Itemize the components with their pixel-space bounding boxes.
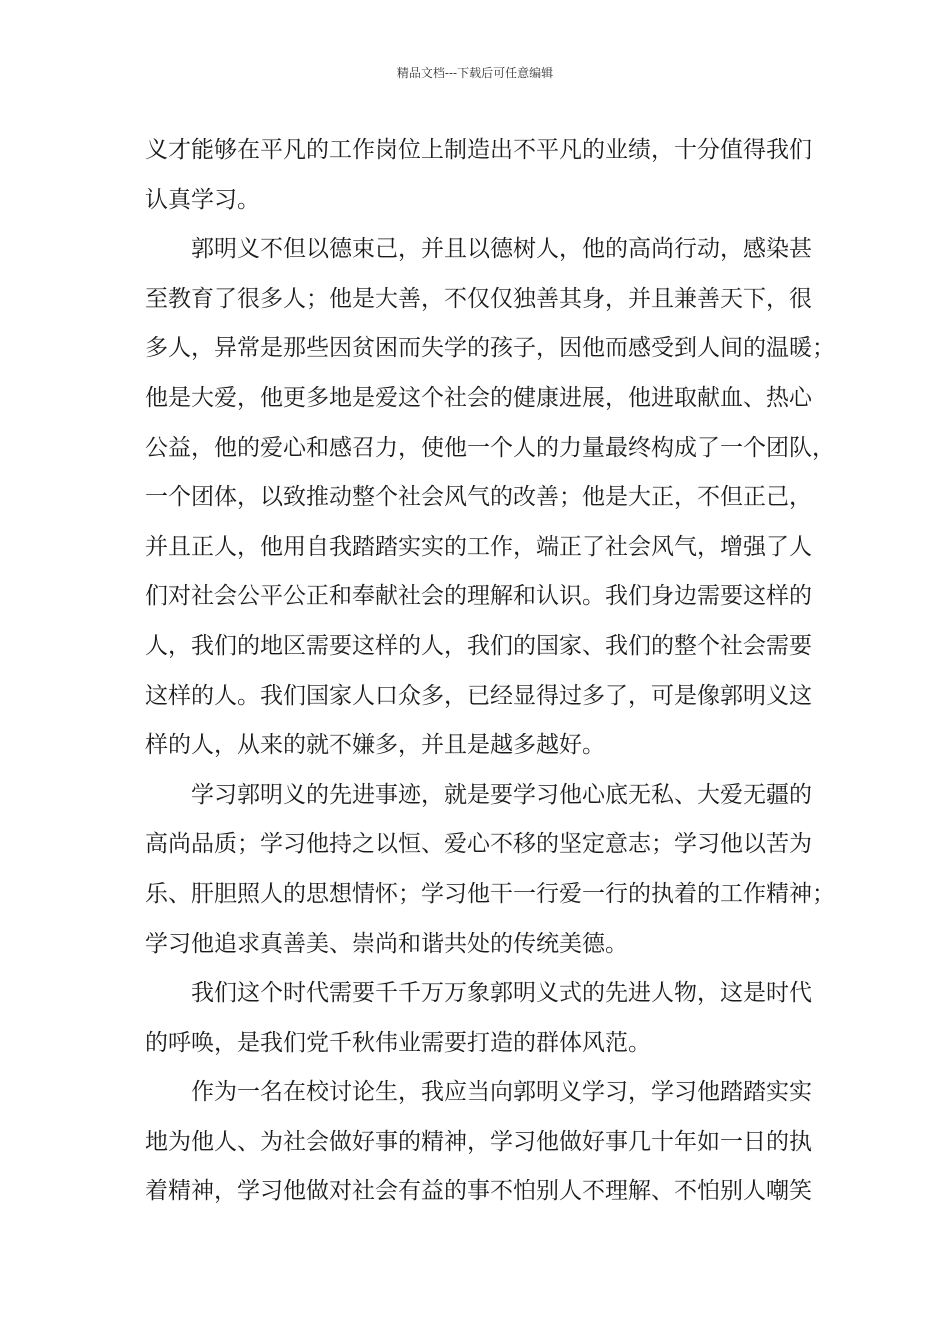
text-line: 高尚品质；学习他持之以恒、爱心不移的坚定意志；学习他以苦为 — [145, 831, 812, 858]
paragraph — [145, 1068, 823, 1217]
text-line: 人，我们的地区需要这样的人，我们的国家、我们的整个社会需要 — [145, 632, 812, 659]
document-body — [145, 126, 835, 1217]
text-line: 认真学习。 — [145, 186, 260, 213]
text-line: 义才能够在平凡的工作岗位上制造出不平凡的业绩，十分值得我们 — [145, 137, 812, 163]
text-line: 着精神，学习他做对社会有益的事不怕别人不理解、不怕别人嘲笑 — [145, 1178, 812, 1205]
paragraph — [145, 126, 823, 225]
text-line: 地为他人、为社会做好事的精神，学习他做好事几十年如一日的执 — [145, 1128, 812, 1155]
text-line: 并且正人，他用自我踏踏实实的工作，端正了社会风气，增强了人 — [145, 533, 812, 560]
text-line: 一个团体，以致推动整个社会风气的改善；他是大正，不但正己， — [145, 484, 812, 511]
text-line: 学习郭明义的先进事迹，就是要学习他心底无私、大爱无疆的 — [191, 781, 812, 808]
text-line: 他是大爱，他更多地是爱这个社会的健康进展，他进取献血、热心 — [145, 384, 812, 411]
page-header: 精品文档---下载后可任意编辑 — [396, 66, 554, 80]
text-line: 的呼唤，是我们党千秋伟业需要打造的群体风范。 — [145, 1029, 651, 1056]
text-line: 郭明义不但以德束己，并且以德树人，他的高尚行动，感染甚 — [191, 236, 812, 263]
text-line: 我们这个时代需要千千万万象郭明义式的先进人物，这是时代 — [191, 980, 812, 1007]
text-line: 多人，异常是那些因贫困而失学的孩子，因他而感受到人间的温暖； — [145, 335, 835, 362]
paragraph — [145, 771, 835, 969]
text-line: 作为一名在校讨论生，我应当向郭明义学习，学习他踏踏实实 — [191, 1079, 812, 1106]
text-line: 们对社会公平公正和奉献社会的理解和认识。我们身边需要这样的 — [145, 583, 812, 610]
text-line: 这样的人。我们国家人口众多，已经显得过多了，可是像郭明义这 — [145, 682, 812, 709]
text-line: 学习他追求真善美、崇尚和谐共处的传统美德。 — [145, 930, 628, 957]
paragraph — [145, 225, 835, 771]
paragraph — [145, 969, 823, 1068]
text-line: 乐、肝胆照人的思想情怀；学习他干一行爱一行的执着的工作精神； — [145, 880, 835, 907]
text-line: 样的人，从来的就不嫌多，并且是越多越好。 — [145, 732, 605, 759]
text-line: 公益，他的爱心和感召力，使他一个人的力量最终构成了一个团队， — [145, 434, 835, 461]
text-line: 至教育了很多人；他是大善，不仅仅独善其身，并且兼善天下，很 — [145, 285, 812, 312]
